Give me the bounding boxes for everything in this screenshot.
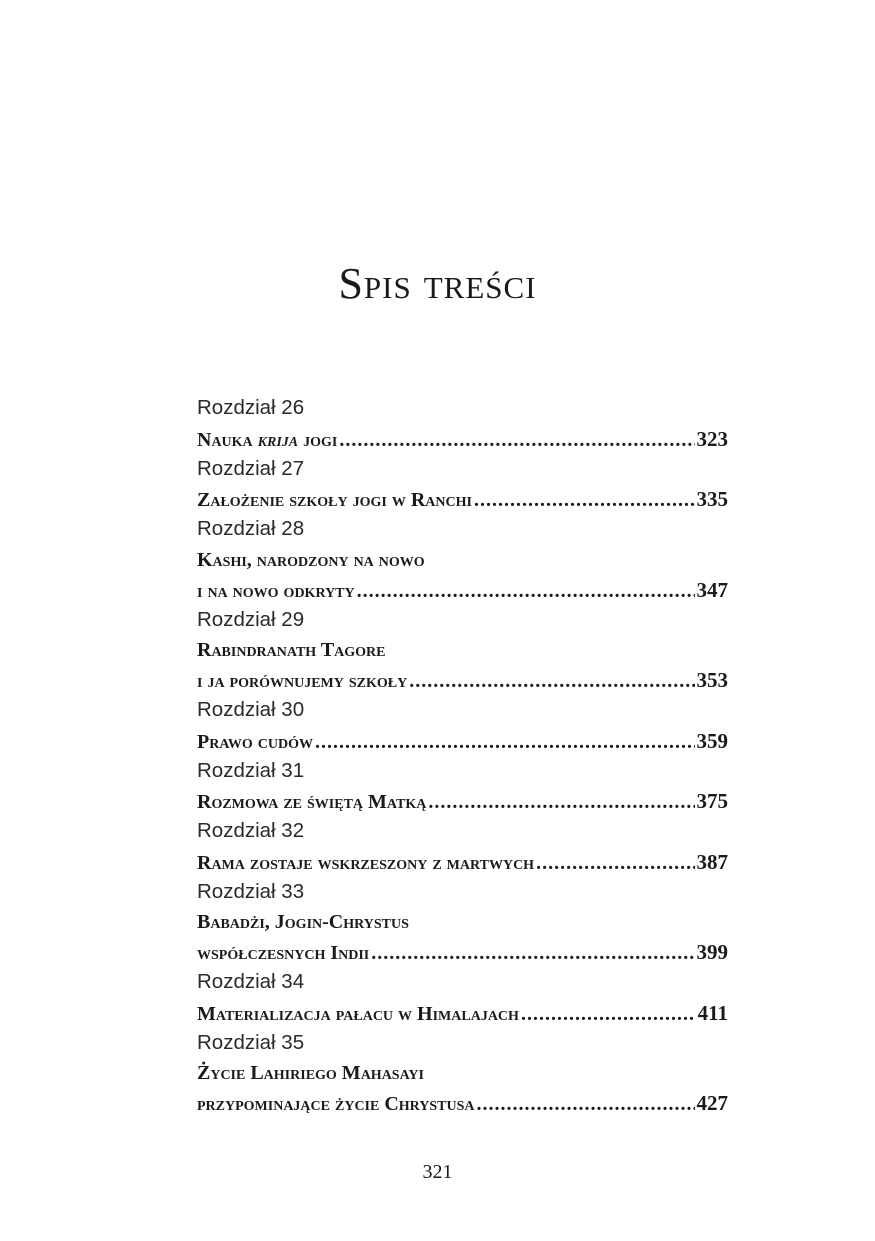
dot-leader xyxy=(339,425,694,454)
dot-leader xyxy=(371,938,694,967)
page-number: 387 xyxy=(696,849,728,874)
chapter-title-line-1 xyxy=(197,545,728,575)
page-number: 323 xyxy=(696,426,728,451)
chapter-title: Prawo cudów xyxy=(197,730,313,753)
dot-leader xyxy=(474,485,695,514)
chapter-title: Babadżi, Jogin-Chrystus xyxy=(197,911,409,933)
page-number: 427 xyxy=(696,1091,728,1115)
chapter-title-line-1 xyxy=(197,1058,728,1088)
toc-entry-30[interactable] xyxy=(197,695,728,756)
chapter-title: Kashi, narodzony na nowo xyxy=(197,548,425,571)
page-number: 399 xyxy=(696,940,728,964)
page-title: Spis treści xyxy=(338,259,537,308)
chapter-title-line-2 xyxy=(197,575,728,605)
chapter-title-line-1 xyxy=(197,907,728,937)
page-number: 353 xyxy=(696,668,728,692)
toc-entry-34[interactable] xyxy=(197,967,728,1028)
chapter-title-continued: i na nowo odkryty xyxy=(197,579,355,602)
chapter-title: Rozmowa ze świętą Matką xyxy=(197,791,427,813)
chapter-title-line xyxy=(197,484,728,514)
toc-entry-33[interactable] xyxy=(197,877,728,968)
chapter-title-line-2 xyxy=(197,1088,728,1118)
chapter-title-line xyxy=(197,847,728,877)
chapter-title-continued: przypominające życie Chrystusa xyxy=(197,1093,475,1115)
toc-entry-32[interactable] xyxy=(197,816,728,877)
chapter-label: Rozdział 26 xyxy=(197,396,305,419)
chapter-title: Nauka krija jogi xyxy=(197,428,338,451)
toc-entry-35[interactable] xyxy=(197,1028,728,1119)
chapter-title: Rama zostaje wskrzeszony z martwych xyxy=(197,851,535,874)
table-of-contents xyxy=(197,393,728,1118)
chapter-label: Rozdział 29 xyxy=(197,607,305,631)
toc-entry-28[interactable] xyxy=(197,514,728,605)
dot-leader xyxy=(477,1089,695,1118)
dot-leader xyxy=(357,576,695,605)
chapter-label: Rozdział 30 xyxy=(197,698,305,721)
chapter-title: Założenie szkoły jogi w Ranchi xyxy=(197,489,472,511)
toc-entry-27[interactable] xyxy=(197,454,728,515)
chapter-label: Rozdział 33 xyxy=(197,879,305,903)
chapter-label: Rozdział 34 xyxy=(197,970,305,993)
page-number: 359 xyxy=(696,728,728,753)
chapter-title-line-2 xyxy=(197,937,728,967)
toc-entry-31[interactable] xyxy=(197,756,728,817)
page-number: 335 xyxy=(696,487,728,511)
toc-entry-26[interactable] xyxy=(197,393,728,454)
chapter-title-line xyxy=(197,998,728,1028)
toc-entry-29[interactable] xyxy=(197,605,728,696)
chapter-title-line-2 xyxy=(197,665,728,695)
chapter-title-line xyxy=(197,424,728,454)
page-number: 375 xyxy=(696,789,728,813)
chapter-title-line xyxy=(197,726,728,756)
dot-leader xyxy=(409,666,694,695)
page-number: 347 xyxy=(696,577,728,602)
page-folio: 321 xyxy=(422,1161,453,1183)
chapter-title-continued: i ja porównujemy szkoły xyxy=(197,670,408,692)
chapter-title: Rabindranath Tagore xyxy=(197,639,386,661)
dot-leader xyxy=(315,727,695,756)
chapter-title: Materializacja pałacu w Himalajach xyxy=(197,1002,519,1025)
chapter-label: Rozdział 31 xyxy=(197,758,305,782)
dot-leader xyxy=(521,999,696,1028)
chapter-label: Rozdział 35 xyxy=(197,1030,305,1054)
chapter-title: Życie Lahiriego Mahasayi xyxy=(197,1062,424,1084)
dot-leader xyxy=(428,787,694,816)
page-number: 411 xyxy=(697,1000,728,1025)
chapter-label: Rozdział 32 xyxy=(197,819,305,842)
chapter-title-line xyxy=(197,786,728,816)
chapter-label: Rozdział 27 xyxy=(197,456,305,480)
chapter-title-continued: współczesnych Indii xyxy=(197,942,370,964)
chapter-label: Rozdział 28 xyxy=(197,517,305,540)
chapter-title-line-1 xyxy=(197,635,728,665)
dot-leader xyxy=(536,848,694,877)
